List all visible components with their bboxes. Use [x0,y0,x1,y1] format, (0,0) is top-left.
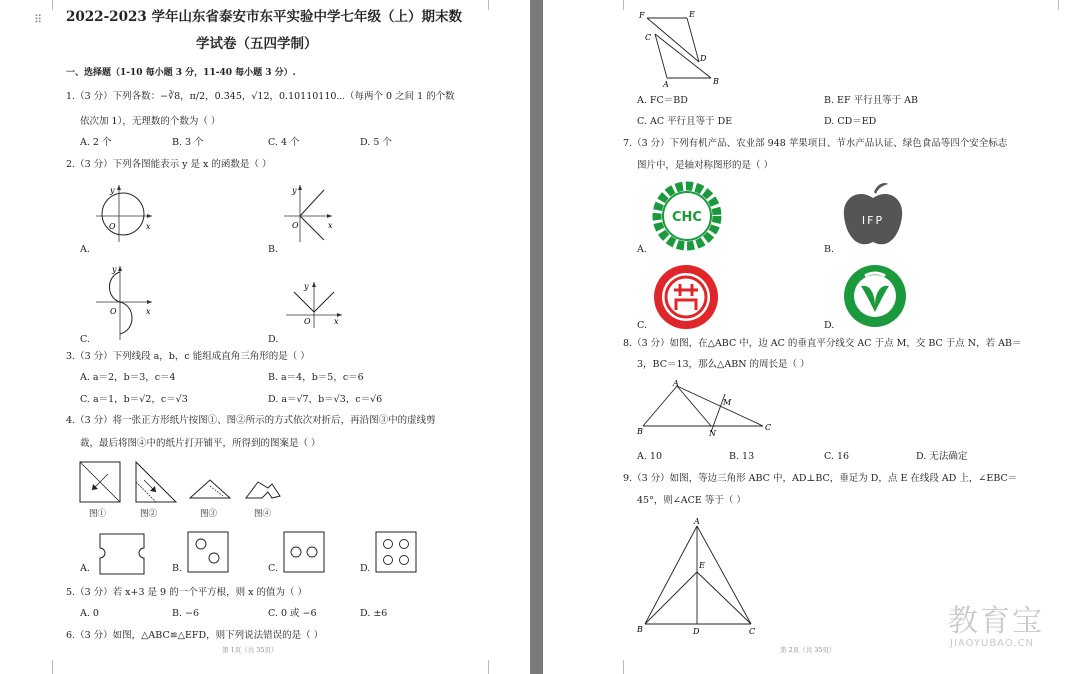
document-page-2 [543,0,1080,674]
exam-title-line1: 2022-2023 学年山东省泰安市东平实验中学七年级（上）期末数 [66,9,462,25]
axis-x-label: x [334,317,339,326]
q2-label-c: C. [80,334,90,345]
q6-option-b: B. EF 平行且等于 AB [824,95,918,106]
q2-label-a: A. [80,244,90,255]
crop-mark [623,0,624,10]
q8-stem-line2: 3，BC＝13，那么△ABN 的周长是（ ） [637,359,810,370]
q2-graph-d [284,280,354,330]
q3-option-d: D. a＝√7，b＝√3，c＝√6 [268,394,383,405]
q2-graph-b [282,180,342,245]
q5-stem: 5.（3 分）若 x+3 是 9 的一个平方根，则 x 的值为（ ） [66,587,308,598]
q3-option-a: A. a＝2，b＝3，c＝4 [80,372,176,383]
q6-figure [633,8,733,88]
q4-option-a-figure [94,530,150,578]
figure-point-label: A [663,80,669,89]
q4-fold-figures [78,460,298,508]
watermark-logo: 教育宝 [948,604,1044,639]
page-footer: 第 2页（共 35页） [780,646,836,654]
q8-option-b: B. 13 [729,451,755,462]
q4-option-a: A. [80,563,90,574]
q5-option-a: A. 0 [80,608,99,619]
figure-point-label: B [637,427,643,436]
q4-option-c-figure [282,530,328,576]
q3-option-c: C. a＝1，b＝√2，c＝√3 [80,394,188,405]
q8-option-c: C. 16 [824,451,850,462]
figure-point-label: C [749,627,756,636]
q2-graph-c [92,262,162,342]
q4-option-b-figure [186,530,232,576]
q7-label-a: A. [637,244,647,255]
q9-figure [633,514,763,638]
q1-stem-line1: 1.（3 分）下列各数：−∛8，π/2，0.3̇45̇，√12，0.10110110⋯（每两个 0 之间 1 的个数 [66,91,455,102]
q4-option-c: C. [268,563,278,574]
q8-option-d: D. 无法确定 [916,451,968,462]
q7-label-b: B. [824,244,835,255]
q6-stem: 6.（3 分）如图，△ABC≌△EFD，则下列说法错误的是（ ） [66,630,324,641]
axis-y-label: y [112,265,117,274]
figure-point-label: M [723,398,732,407]
drag-handle-icon[interactable]: ⠿ [34,13,42,26]
q2-label-d: D. [268,334,279,345]
q7-logo-ifp [838,180,908,252]
figure-point-label: C [765,423,772,432]
figure-point-label: A [673,379,679,388]
figure-point-label: N [709,429,716,438]
q6-option-a: A. FC＝BD [637,95,688,106]
crop-mark [52,660,53,674]
axis-x-label: x [328,221,333,230]
q4-option-b: B. [172,563,183,574]
q7-stem-line2: 图片中，是轴对称图形的是（ ） [637,160,774,171]
q4-option-d-figure [374,530,420,576]
figure-point-label: D [700,54,707,63]
axis-x-label: x [146,307,151,316]
section-heading: 一、选择题（1-10 每小题 3 分，11-40 每小题 3 分）. [66,68,296,78]
q6-option-d: D. CD＝ED [824,116,877,127]
figure-point-label: B [637,625,643,634]
q1-option-b: B. 3 个 [172,137,204,148]
crop-mark [52,0,53,10]
axis-y-label: y [110,186,115,195]
q4-fig-label-1: 图① [89,509,107,519]
q4-option-d: D. [360,563,371,574]
q8-stem-line1: 8.（3 分）如图，在△ABC 中，边 AC 的垂直平分线交 AC 于点 M，交 BC 于点 N，若 AB＝ [623,338,1022,349]
figure-point-label: CHC [672,210,702,225]
figure-point-label: A [694,517,700,526]
q1-option-c: C. 4 个 [268,137,300,148]
q4-fig-label-4: 图④ [254,509,272,519]
q4-stem-line1: 4.（3 分）将一张正方形纸片按图①、图②所示的方式依次对折后，再沿图③中的虚线剪 [66,415,436,426]
q9-stem-line2: 45°，则∠ACE 等于（ ） [637,495,746,506]
figure-point-label: E [699,561,705,570]
q1-option-d: D. 5 个 [360,137,392,148]
q7-label-d: D. [824,320,835,331]
document-page-1 [0,0,530,674]
q6-option-c: C. AC 平行且等于 DE [637,116,733,127]
axis-y-label: y [292,186,297,195]
q5-option-c: C. 0 或 −6 [268,608,317,619]
crop-mark [488,660,489,674]
origin-label: O [109,222,116,231]
figure-point-label: E [689,10,695,19]
q1-stem-line2: 依次加 1），无理数的个数为（ ） [80,116,221,127]
crop-mark [1058,0,1059,10]
figure-point-label: IFP [861,214,885,227]
q1-option-a: A. 2 个 [80,137,112,148]
q7-logo-water [651,262,721,332]
q8-option-a: A. 10 [637,451,662,462]
page-footer: 第 1页（共 35页） [222,646,278,654]
q2-label-b: B. [268,244,279,255]
q4-fig-label-2: 图② [140,509,158,519]
q5-option-d: D. ±6 [360,608,388,619]
q3-option-b: B. a＝4，b＝5，c＝6 [268,372,364,383]
q4-fig-label-3: 图③ [200,509,218,519]
q5-option-b: B. −6 [172,608,200,619]
figure-point-label: D [693,627,700,636]
figure-point-label: C [645,33,652,42]
q7-stem-line1: 7.（3 分）下列有机产品、农业部 948 苹果项目、节水产品认证、绿色食品等四个安全标志 [623,138,1008,149]
origin-label: O [292,221,299,230]
origin-label: O [304,317,311,326]
crop-mark [488,0,489,10]
axis-y-label: y [304,282,309,291]
q4-stem-line2: 裁，最后将图④中的纸片打开铺平，所得到的图案是（ ） [80,438,321,449]
q3-stem: 3.（3 分）下列线段 a，b，c 能组成直角三角形的是（ ） [66,351,310,362]
q2-graph-a [92,180,162,245]
crop-mark [623,660,624,674]
q8-figure [635,378,775,436]
q7-label-c: C. [637,320,647,331]
figure-point-label: F [639,11,645,20]
axis-x-label: x [146,222,151,231]
q7-logo-green-food [841,262,909,330]
origin-label: O [110,307,117,316]
q7-logo-chc [651,180,723,252]
q9-stem-line1: 9.（3 分）如图，等边三角形 ABC 中，AD⊥BC，垂足为 D，点 E 在线段 AD 上，∠EBC＝ [623,473,1018,484]
figure-point-label: B [713,77,719,86]
exam-title-line2: 学试卷（五四学制） [196,36,318,52]
q2-stem: 2.（3 分）下列各图能表示 y 是 x 的函数是（ ） [66,159,272,170]
watermark-url: JIAOYUBAO.CN [950,638,1034,649]
